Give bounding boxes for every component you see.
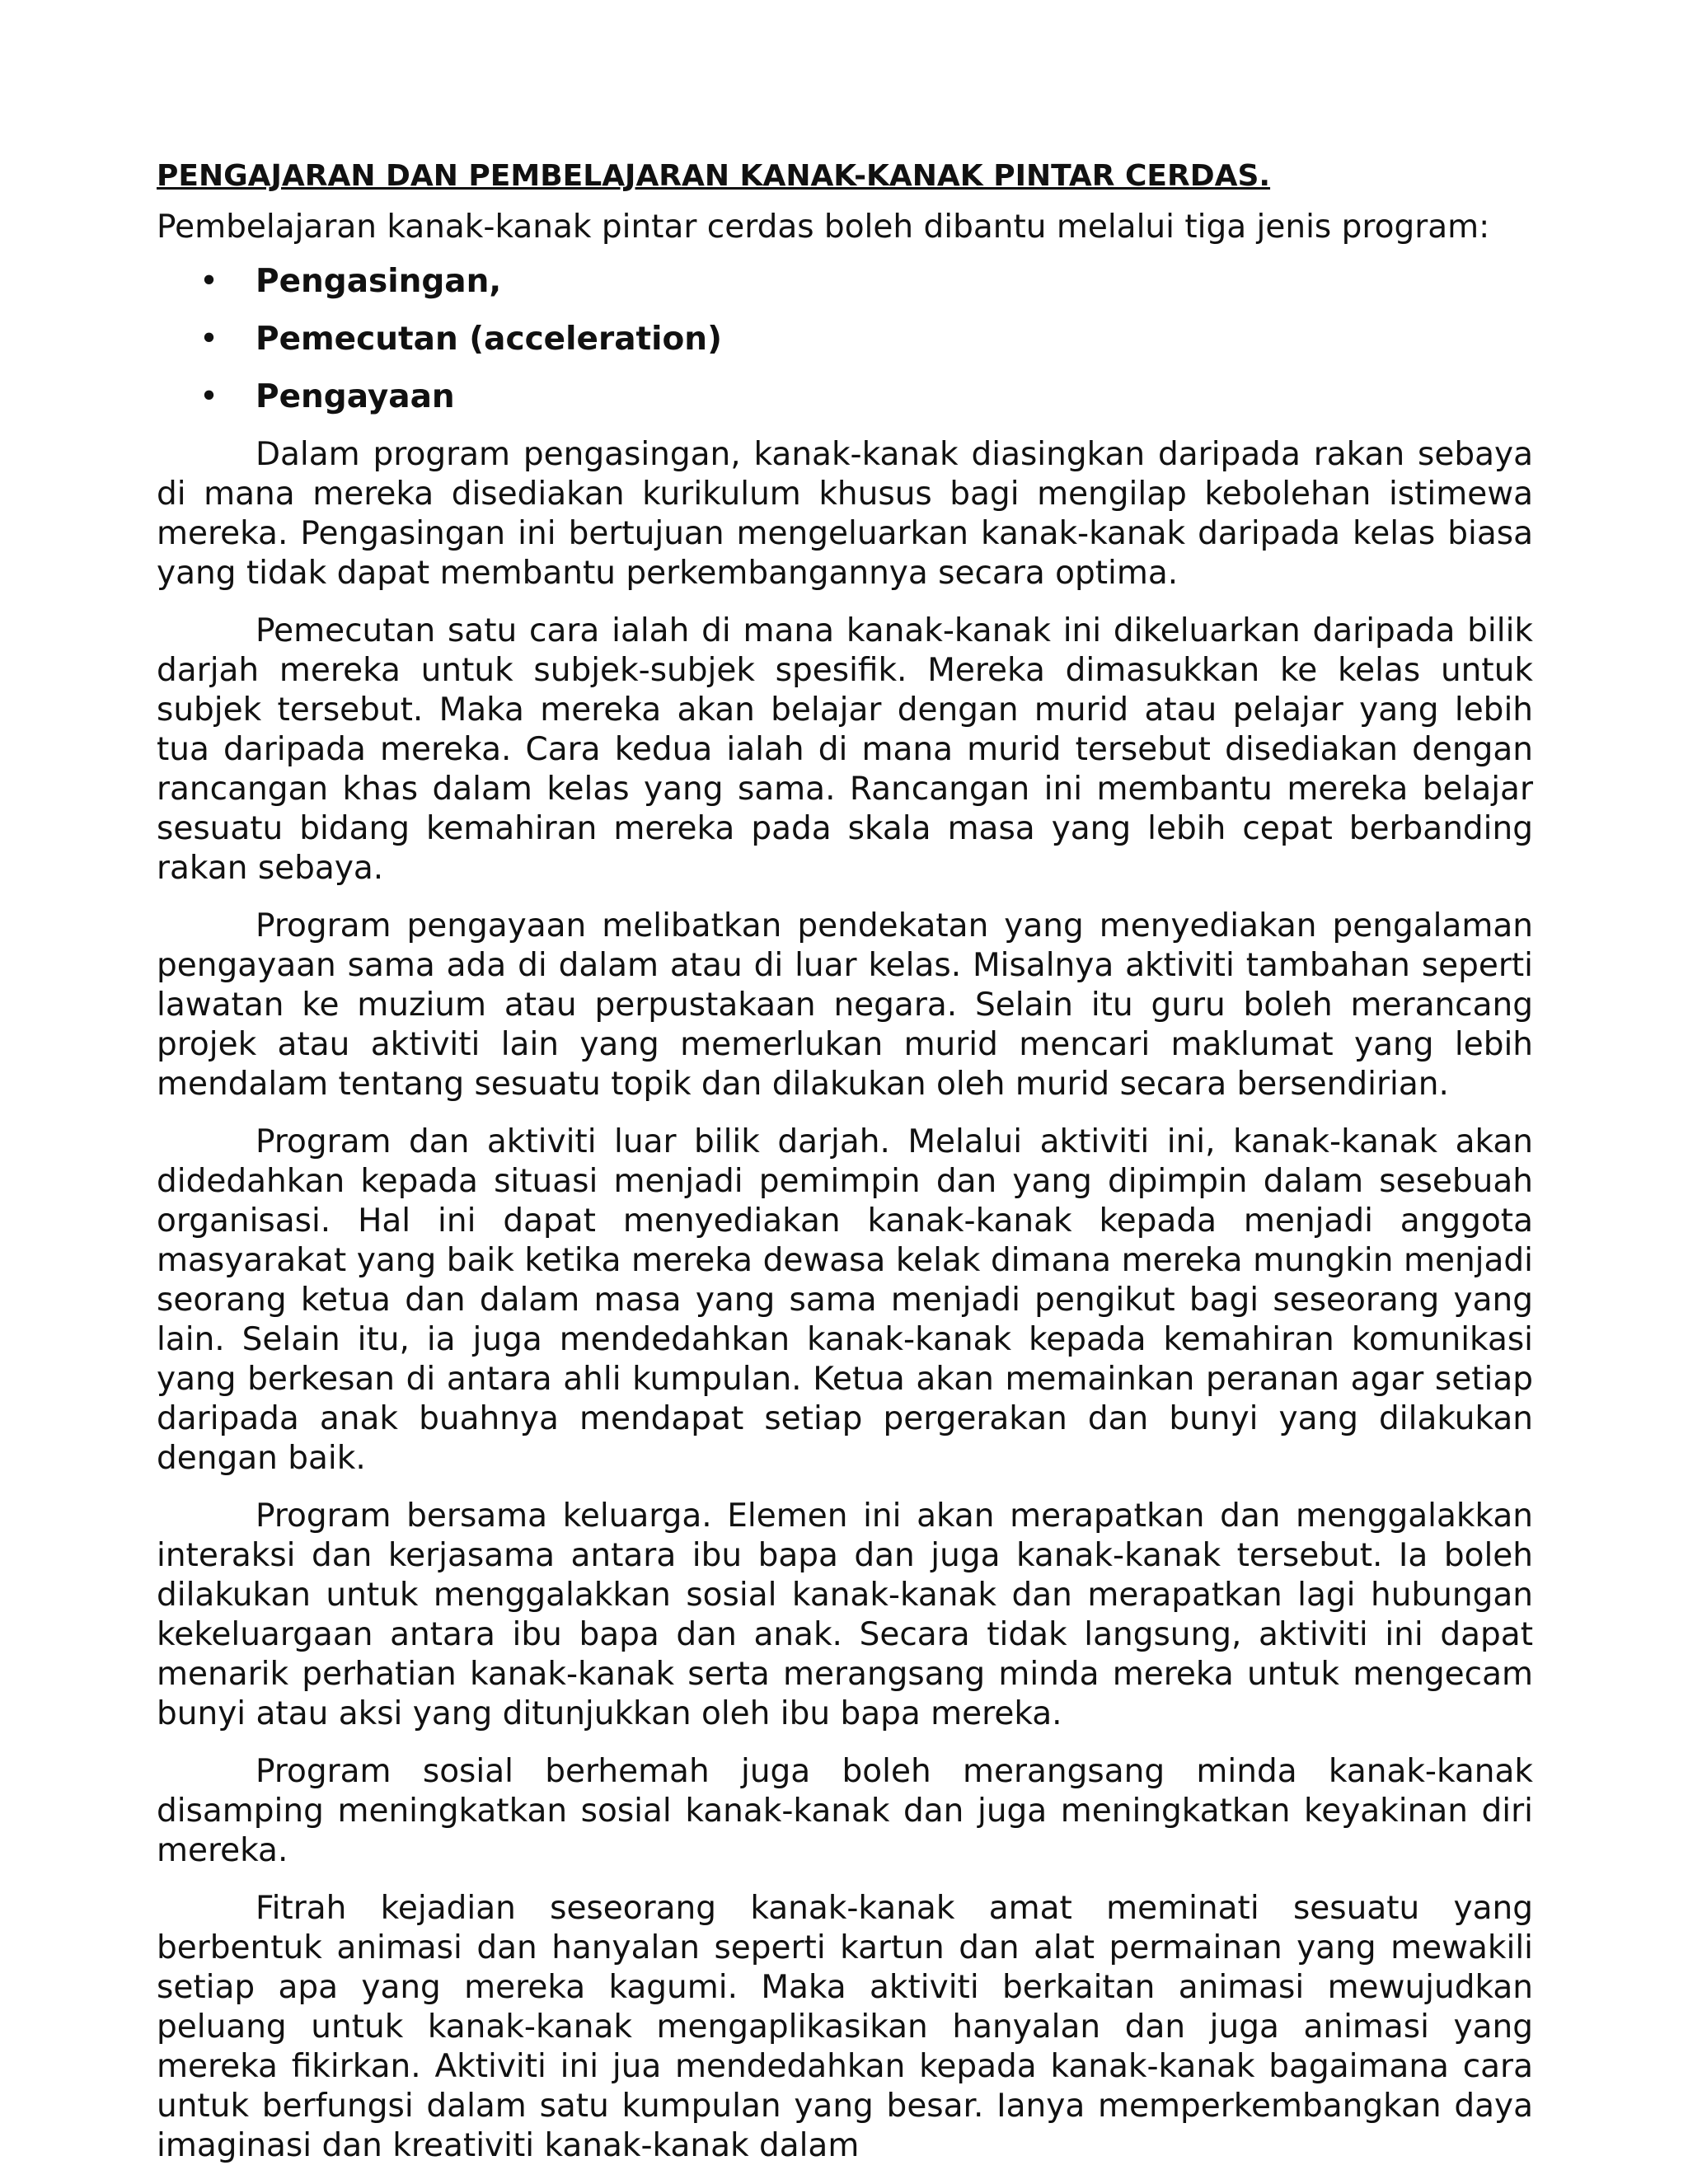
bullet-icon: • (199, 321, 219, 358)
paragraph-sosial: Program sosial berhemah juga boleh merangsang minda kanak-kanak disamping meningkatkan sosial kanak-kanak dan juga meningkatkan keyakinan diri mereka. (157, 1753, 1533, 1869)
bullet-icon: • (199, 378, 219, 415)
list-item (157, 262, 1533, 302)
document-page (157, 157, 1533, 2184)
list-item-label: Pengasingan, (256, 263, 502, 300)
list-item (157, 320, 1533, 359)
list-item-label: Pemecutan (acceleration) (256, 321, 722, 358)
paragraph-animasi: Fitrah kejadian seseorang kanak-kanak amat meminati sesuatu yang berbentuk animasi dan hanyalan seperti kartun dan alat permainan yang mewakili setiap apa yang mereka kagumi. Maka aktiviti berkaitan animasi mewujudkan peluang untuk kanak-kanak mengaplikasikan hanyalan dan juga animasi yang mereka fikirkan. Aktiviti ini jua mendedahkan kepada kanak-kanak bagaimana cara untuk berfungsi dalam satu kumpulan yang besar. Ianya memperkembangkan daya imaginasi dan kreativiti kanak-kanak dalam (157, 1890, 1533, 2164)
list-item (157, 377, 1533, 417)
document-title: PENGAJARAN DAN PEMBELAJARAN KANAK-KANAK PINTAR CERDAS. (157, 159, 1271, 193)
paragraph-pemecutan: Pemecutan satu cara ialah di mana kanak-kanak ini dikeluarkan daripada bilik darjah mereka untuk subjek-subjek spesifik. Mereka dimasukkan ke kelas untuk subjek tersebut. Maka mereka akan belajar dengan murid atau pelajar yang lebih tua daripada mereka. Cara kedua ialah di mana murid tersebut disediakan dengan rancangan khas dalam kelas yang sama. Rancangan ini membantu mereka belajar sesuatu bidang kemahiran mereka pada skala masa yang lebih cepat berbanding rakan sebaya. (157, 612, 1533, 887)
paragraph-keluarga: Program bersama keluarga. Elemen ini akan merapatkan dan menggalakkan interaksi dan kerjasama antara ibu bapa dan juga kanak-kanak tersebut. Ia boleh dilakukan untuk menggalakkan sosial kanak-kanak dan merapatkan lagi hubungan kekeluargaan antara ibu bapa dan anak. Secara tidak langsung, aktiviti ini dapat menarik perhatian kanak-kanak serta merangsang minda mereka untuk mengecam bunyi atau aksi yang ditunjukkan oleh ibu bapa mereka. (157, 1497, 1533, 1732)
program-list (157, 262, 1533, 417)
intro-text: Pembelajaran kanak-kanak pintar cerdas boleh dibantu melalui tiga jenis program: (157, 209, 1490, 246)
paragraph-pengasingan: Dalam program pengasingan, kanak-kanak diasingkan daripada rakan sebaya di mana mereka disediakan kurikulum khusus bagi mengilap kebolehan istimewa mereka. Pengasingan ini bertujuan mengeluarkan kanak-kanak daripada kelas biasa yang tidak dapat membantu perkembangannya secara optima. (157, 436, 1533, 592)
paragraph-aktiviti-luar: Program dan aktiviti luar bilik darjah. Melalui aktiviti ini, kanak-kanak akan didedahkan kepada situasi menjadi pemimpin dan yang dipimpin dalam sesebuah organisasi. Hal ini dapat menyediakan kanak-kanak kepada menjadi anggota masyarakat yang baik ketika mereka dewasa kelak dimana mereka mungkin menjadi seorang ketua dan dalam masa yang sama menjadi pengikut bagi seseorang yang lain. Selain itu, ia juga mendedahkan kanak-kanak kepada kemahiran komunikasi yang berkesan di antara ahli kumpulan. Ketua akan memainkan peranan agar setiap daripada anak buahnya mendapat setiap pergerakan dan bunyi yang dilakukan dengan baik. (157, 1123, 1533, 1477)
list-item-label: Pengayaan (256, 378, 455, 415)
paragraph-pengayaan: Program pengayaan melibatkan pendekatan yang menyediakan pengalaman pengayaan sama ada di dalam atau di luar kelas. Misalnya aktiviti tambahan seperti lawatan ke muzium atau perpustakaan negara. Selain itu guru boleh merancang projek atau aktiviti lain yang memerlukan murid mencari maklumat yang lebih mendalam tentang sesuatu topik dan dilakukan oleh murid secara bersendirian. (157, 907, 1533, 1103)
bullet-icon: • (199, 263, 219, 300)
